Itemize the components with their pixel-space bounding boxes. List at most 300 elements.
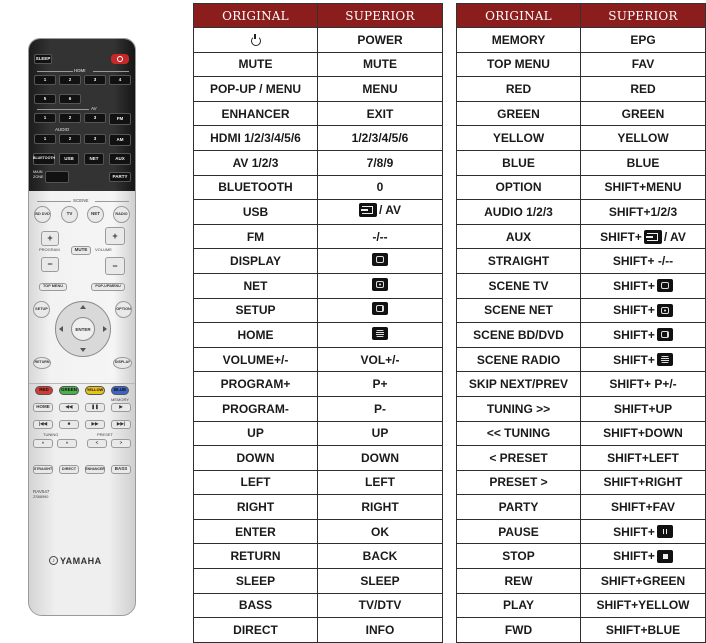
remote-sleep-button[interactable]: SLEEP — [34, 54, 52, 64]
table-row — [194, 446, 443, 471]
superior-cell — [581, 470, 706, 495]
remote-party-button[interactable]: PARTY — [109, 172, 131, 182]
remote-tuning-label: TUNING — [43, 432, 59, 437]
superior-text: SHIFT+GREEN — [600, 573, 686, 588]
superior-cell — [318, 52, 443, 77]
table-row — [457, 273, 706, 298]
superior-content — [613, 525, 673, 539]
remote-net-button[interactable]: NET — [84, 153, 104, 165]
superior-content — [361, 500, 398, 514]
table-row — [457, 200, 706, 225]
table-row — [457, 249, 706, 274]
table-row — [194, 519, 443, 544]
remote-preset-right-button[interactable]: > — [111, 439, 131, 448]
superior-content — [363, 57, 397, 71]
remote-direct-button[interactable]: DIRECT — [59, 465, 79, 474]
remote-av-3-button[interactable]: 3 — [84, 113, 106, 123]
original-cell — [457, 470, 581, 495]
remote-hdmi-3-button[interactable]: 3 — [84, 75, 106, 85]
superior-cell — [581, 101, 706, 126]
remote-green-button[interactable]: GREEN — [59, 386, 79, 395]
table-row — [194, 372, 443, 397]
superior-cell — [318, 126, 443, 151]
superior-cell — [318, 593, 443, 618]
table-row — [194, 77, 443, 102]
superior-text: SHIFT+ — [613, 278, 655, 293]
superior-cell — [318, 372, 443, 397]
original-text: PARTY — [498, 500, 539, 515]
original-text: YELLOW — [492, 131, 545, 146]
remote-memory-label: MEMORY — [111, 397, 129, 402]
remote-audio-1-button[interactable]: 1 — [34, 134, 56, 144]
remote-hdmi-2-button[interactable]: 2 — [59, 75, 81, 85]
original-cell — [194, 347, 318, 372]
original-cell — [194, 249, 318, 274]
remote-hdmi-label: HDMI — [74, 68, 86, 73]
original-cell — [457, 126, 581, 151]
superior-content — [377, 180, 384, 194]
superior-cell — [318, 298, 443, 323]
original-cell — [194, 150, 318, 175]
input-icon — [359, 203, 377, 217]
remote-hdmi-1-button[interactable]: 1 — [34, 75, 56, 85]
superior-cell — [581, 175, 706, 200]
superior-text: RIGHT — [361, 500, 399, 515]
original-cell — [194, 77, 318, 102]
remote-display-button[interactable]: DISPLAY — [113, 357, 132, 369]
superior-text: LEFT — [365, 475, 395, 490]
superior-cell — [318, 470, 443, 495]
superior-text: SHIFT+ — [600, 229, 642, 244]
original-cell — [194, 569, 318, 594]
original-text: STOP — [502, 549, 535, 564]
superior-text: DOWN — [361, 450, 399, 465]
superior-cell — [318, 200, 443, 225]
original-cell — [194, 396, 318, 421]
superior-content — [372, 302, 388, 315]
superior-content — [372, 230, 387, 244]
superior-content — [372, 327, 388, 340]
remote-next-button[interactable]: ▶▶| — [111, 420, 131, 429]
table-row — [194, 421, 443, 446]
table-row — [194, 126, 443, 151]
table-row — [457, 544, 706, 569]
original-text: BLUETOOTH — [218, 180, 293, 195]
superior-text: SHIFT+ -/-- — [612, 254, 674, 269]
remote-option-button[interactable]: OPTION — [115, 301, 132, 318]
superior-text: SHIFT+1/2/3 — [608, 204, 678, 219]
table-row — [194, 273, 443, 298]
superior-text: YELLOW — [617, 131, 669, 146]
table-row — [457, 101, 706, 126]
superior-cell — [581, 224, 706, 249]
original-text: UP — [247, 426, 264, 441]
home-icon — [657, 353, 673, 366]
remote-enter-button[interactable]: ENTER — [71, 317, 95, 341]
original-text: PRESET > — [489, 475, 548, 490]
superior-content — [597, 598, 690, 612]
superior-cell — [318, 273, 443, 298]
superior-cell — [318, 569, 443, 594]
superior-cell — [318, 101, 443, 126]
superior-cell — [581, 396, 706, 421]
table-row — [194, 347, 443, 372]
original-cell — [457, 519, 581, 544]
header-original: ORIGINAL — [194, 4, 318, 28]
superior-cell — [581, 593, 706, 618]
remote-play-button[interactable]: ▶ — [111, 403, 131, 412]
superior-content — [604, 180, 681, 194]
table-row — [457, 175, 706, 200]
remote-tuning-down-button[interactable]: « — [33, 439, 53, 448]
remote-scene-label: SCENE — [73, 198, 89, 203]
superior-cell — [318, 519, 443, 544]
original-cell — [457, 273, 581, 298]
remote-bass-button[interactable]: BASS — [111, 465, 131, 474]
yamaha-logo-icon: ♪ — [49, 556, 58, 565]
remote-av-2-button[interactable]: 2 — [59, 113, 81, 123]
superior-content — [613, 328, 673, 342]
superior-content — [365, 475, 395, 489]
original-text: MEMORY — [491, 32, 546, 47]
table-row — [457, 593, 706, 618]
remote-red-button[interactable]: RED — [35, 386, 53, 395]
remote-scene-tv-button[interactable]: TV — [61, 206, 78, 223]
remote-audio-3-button[interactable]: 3 — [84, 134, 106, 144]
right-mapping-table — [456, 3, 706, 643]
superior-content — [613, 254, 673, 268]
remote-volume-label: VOLUME — [95, 247, 112, 252]
superior-text: SHIFT+LEFT — [607, 450, 679, 465]
original-text: RIGHT — [236, 500, 275, 515]
superior-content — [357, 33, 402, 47]
original-cell — [194, 101, 318, 126]
remote-stop-button[interactable]: ■ — [59, 420, 79, 429]
remote-am-button[interactable]: AM — [109, 134, 131, 146]
superior-content — [361, 451, 399, 465]
original-text: << TUNING — [486, 426, 551, 441]
superior-cell — [581, 347, 706, 372]
superior-content — [632, 57, 654, 71]
original-cell — [457, 323, 581, 348]
original-text: VOLUME+/- — [222, 352, 289, 367]
remote-prev-button[interactable]: |◀◀ — [33, 420, 53, 429]
remote-program-down-button[interactable]: − — [41, 257, 59, 272]
original-text: SCENE TV — [488, 278, 549, 293]
table-row — [457, 126, 706, 151]
original-text: AUX — [505, 229, 532, 244]
original-cell — [194, 421, 318, 446]
original-cell — [457, 544, 581, 569]
remote-up-arrow-icon[interactable] — [80, 305, 86, 309]
original-text: MUTE — [238, 57, 273, 72]
original-text: STRAIGHT — [487, 254, 550, 269]
table-row — [194, 569, 443, 594]
superior-content — [603, 475, 682, 489]
original-text: DIRECT — [233, 623, 278, 638]
superior-cell — [318, 421, 443, 446]
original-text: USB — [242, 204, 269, 219]
remote-model-code: ZS68990 — [33, 495, 49, 499]
superior-suffix: / AV — [663, 229, 686, 244]
remote-scene-net-button[interactable]: NET — [87, 206, 104, 223]
original-text: < PRESET — [489, 450, 548, 465]
table-row — [457, 323, 706, 348]
table-row — [194, 249, 443, 274]
superior-content — [627, 156, 660, 170]
original-cell — [194, 446, 318, 471]
remote-volume-down-button[interactable]: − — [105, 257, 125, 275]
remote-tuning-up-button[interactable]: » — [57, 439, 77, 448]
superior-cell — [581, 323, 706, 348]
remote-control — [28, 38, 136, 616]
remote-home-button[interactable]: HOME — [33, 403, 53, 412]
superior-text: MUTE — [363, 57, 397, 72]
remote-program-up-button[interactable]: + — [41, 231, 59, 246]
remote-mute-button[interactable]: MUTE — [71, 246, 91, 255]
remote-zone-switch[interactable] — [45, 171, 69, 183]
table-row — [457, 224, 706, 249]
original-cell — [194, 28, 318, 53]
header-original: ORIGINAL — [457, 4, 581, 28]
original-text: BASS — [238, 598, 273, 613]
remote-audio-2-button[interactable]: 2 — [59, 134, 81, 144]
superior-cell — [581, 150, 706, 175]
original-cell — [457, 200, 581, 225]
remote-top-menu-button[interactable]: TOP MENU — [39, 283, 67, 291]
superior-text: INFO — [365, 623, 395, 638]
remote-scene-radio-button[interactable]: RADIO — [113, 206, 130, 223]
superior-content — [363, 549, 398, 563]
original-cell — [457, 618, 581, 643]
remote-av-1-button[interactable]: 1 — [34, 113, 56, 123]
remote-rew-button[interactable]: ◀◀ — [59, 403, 79, 412]
superior-text: SHIFT+ — [613, 327, 655, 342]
remote-blue-button[interactable]: BLUE — [111, 386, 129, 395]
superior-cell — [318, 28, 443, 53]
original-text: HDMI 1/2/3/4/5/6 — [210, 131, 301, 146]
superior-text: SHIFT+MENU — [604, 180, 682, 195]
original-cell — [194, 372, 318, 397]
original-text: PAUSE — [498, 524, 539, 539]
superior-content — [372, 426, 389, 440]
remote-hdmi-4-button[interactable]: 4 — [109, 75, 131, 85]
original-text: RETURN — [230, 549, 281, 564]
input-icon — [644, 230, 662, 244]
table-row — [194, 544, 443, 569]
superior-cell — [318, 396, 443, 421]
original-text: FWD — [504, 623, 533, 638]
superior-content — [360, 353, 399, 367]
superior-content — [360, 574, 399, 588]
table-row — [457, 372, 706, 397]
superior-text: EPG — [630, 32, 656, 47]
remote-audio-label: AUDIO — [55, 127, 70, 132]
superior-content — [371, 525, 389, 539]
original-text: SLEEP — [235, 573, 276, 588]
original-text: REW — [504, 573, 533, 588]
superior-text: FAV — [631, 57, 655, 72]
superior-content — [372, 278, 388, 291]
remote-pause-button[interactable]: ❚❚ — [85, 403, 105, 412]
remote-preset-left-button[interactable]: < — [87, 439, 107, 448]
superior-cell — [581, 200, 706, 225]
original-text: AUDIO 1/2/3 — [484, 204, 553, 219]
remote-power-button[interactable] — [111, 54, 129, 64]
remote-fm-button[interactable]: FM — [109, 113, 131, 125]
net-icon — [657, 304, 673, 317]
remote-return-button[interactable]: RETURN — [33, 357, 51, 369]
superior-text: VOL+/- — [360, 352, 400, 367]
remote-model: RAV547 — [33, 489, 50, 494]
superior-content — [630, 33, 655, 47]
superior-cell — [581, 249, 706, 274]
superior-text: SHIFT+ — [613, 303, 655, 318]
original-cell — [194, 273, 318, 298]
superior-cell — [581, 28, 706, 53]
setup-icon — [657, 328, 673, 341]
superior-text: OK — [371, 524, 389, 539]
remote-volume-up-button[interactable]: + — [105, 227, 125, 245]
original-cell — [457, 77, 581, 102]
superior-cell — [318, 446, 443, 471]
header-superior: SUPERIOR — [581, 4, 706, 28]
original-cell — [194, 544, 318, 569]
superior-cell — [581, 569, 706, 594]
original-cell — [194, 323, 318, 348]
superior-content — [359, 203, 401, 217]
original-cell — [457, 347, 581, 372]
original-cell — [194, 175, 318, 200]
superior-text: / AV — [378, 203, 401, 218]
superior-cell — [581, 273, 706, 298]
superior-cell — [318, 249, 443, 274]
remote-setup-button[interactable]: SETUP — [33, 301, 50, 318]
original-text: SKIP NEXT/PREV — [468, 377, 569, 392]
table-row — [457, 421, 706, 446]
superior-text: RED — [630, 81, 656, 96]
superior-content — [611, 500, 675, 514]
superior-cell — [581, 372, 706, 397]
superior-text: POWER — [357, 32, 403, 47]
remote-scene-bd-dvd-button[interactable]: BD DVD — [34, 206, 51, 223]
original-cell — [457, 28, 581, 53]
superior-content — [374, 402, 386, 416]
table-row — [457, 150, 706, 175]
table-header-row — [194, 4, 443, 28]
original-text: RED — [505, 81, 532, 96]
superior-cell — [318, 77, 443, 102]
remote-hdmi-5-button[interactable]: 5 — [34, 94, 56, 104]
remote-straight-button[interactable]: STRAIGHT — [33, 465, 53, 474]
table-row — [194, 593, 443, 618]
table-row — [194, 150, 443, 175]
original-text: SCENE RADIO — [476, 352, 561, 367]
remote-usb-button[interactable]: USB — [59, 153, 79, 165]
setup-icon — [372, 302, 388, 315]
table-row — [457, 446, 706, 471]
superior-content — [603, 426, 683, 440]
remote-popup-menu-button[interactable]: POP-UP/MENU — [91, 283, 125, 291]
superior-content — [614, 402, 672, 416]
superior-content — [609, 205, 677, 219]
original-text: SETUP — [235, 303, 276, 318]
remote-enhancer-button[interactable]: ENHANCER — [85, 465, 105, 474]
superior-cell — [581, 446, 706, 471]
remote-left-arrow-icon[interactable] — [59, 326, 63, 332]
superior-text: SHIFT+UP — [613, 401, 673, 416]
original-text: PLAY — [503, 598, 534, 613]
superior-text: SHIFT+RIGHT — [603, 475, 683, 490]
original-text: LEFT — [240, 475, 271, 490]
superior-content — [600, 230, 686, 244]
superior-text: GREEN — [621, 106, 665, 121]
display-icon — [657, 279, 673, 292]
superior-text: TV/DTV — [358, 598, 402, 613]
original-text: AV 1/2/3 — [232, 155, 279, 170]
original-cell — [457, 593, 581, 618]
superior-text: BLUE — [626, 155, 660, 170]
original-text: ENTER — [235, 524, 276, 539]
pause-icon — [657, 525, 673, 538]
table-row — [194, 52, 443, 77]
table-row — [194, 200, 443, 225]
table-row — [194, 396, 443, 421]
superior-cell — [318, 618, 443, 643]
original-text: SCENE BD/DVD — [473, 327, 564, 342]
superior-text: SHIFT+FAV — [610, 500, 676, 515]
original-text: HOME — [237, 327, 274, 342]
remote-hdmi-6-button[interactable]: 6 — [59, 94, 81, 104]
superior-content — [613, 549, 673, 563]
home-icon — [372, 327, 388, 340]
superior-text: 1/2/3/4/5/6 — [351, 131, 409, 146]
original-text: DOWN — [236, 450, 275, 465]
superior-cell — [581, 618, 706, 643]
remote-right-arrow-icon[interactable] — [103, 326, 107, 332]
remote-yellow-button[interactable]: YELLOW — [85, 386, 105, 395]
superior-cell — [581, 495, 706, 520]
remote-fwd-button[interactable]: ▶▶ — [85, 420, 105, 429]
superior-text: -/-- — [372, 229, 388, 244]
original-cell — [194, 224, 318, 249]
left-mapping-table — [193, 3, 443, 643]
original-text: OPTION — [495, 180, 542, 195]
original-cell — [194, 593, 318, 618]
superior-cell — [318, 175, 443, 200]
superior-text: P- — [374, 401, 386, 416]
original-text: SCENE NET — [484, 303, 553, 318]
remote-down-arrow-icon[interactable] — [80, 348, 86, 352]
original-text: BLUE — [502, 155, 535, 170]
superior-cell — [318, 323, 443, 348]
superior-text: P+ — [372, 377, 388, 392]
superior-cell — [318, 544, 443, 569]
original-cell — [194, 298, 318, 323]
original-cell — [457, 446, 581, 471]
superior-content — [372, 377, 387, 391]
superior-content — [613, 279, 673, 293]
power-icon — [251, 36, 261, 46]
table-row — [194, 298, 443, 323]
remote-bluetooth-button[interactable]: BLUETOOTH — [33, 153, 55, 165]
table-row — [457, 519, 706, 544]
table-row — [194, 618, 443, 643]
superior-text: SHIFT+ P+/- — [609, 377, 677, 392]
table-row — [194, 470, 443, 495]
table-row — [194, 495, 443, 520]
remote-aux-button[interactable]: AUX — [109, 153, 131, 165]
